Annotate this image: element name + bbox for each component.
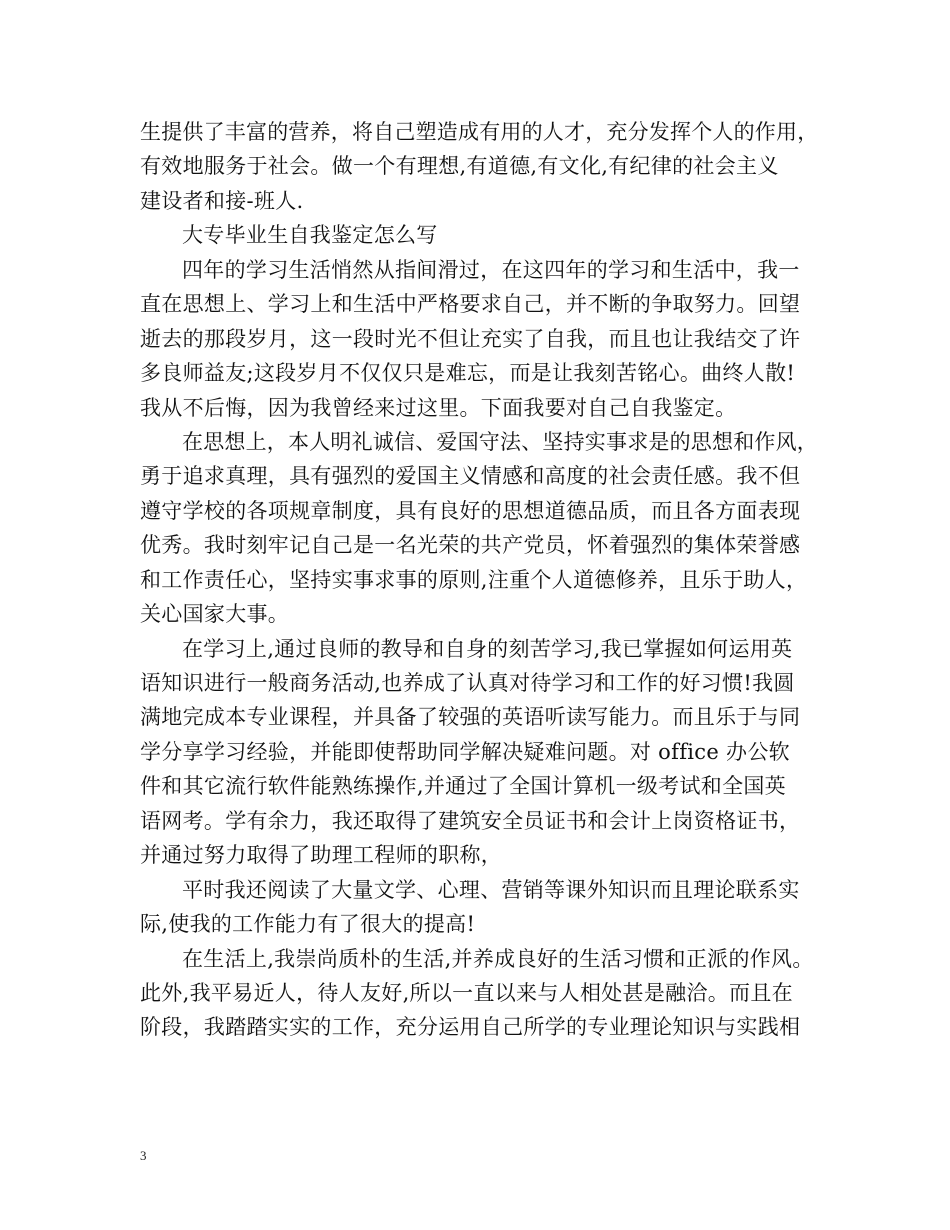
text-line: 件和其它流行软件能熟练操作,并通过了全国计算机一级考试和全国英 — [140, 774, 786, 799]
page-number: 3 — [140, 1148, 147, 1163]
text-line: 在学习上,通过良师的教导和自身的刻苦学习,我已掌握如何运用英 — [182, 636, 793, 661]
text-line: 我从不后悔，因为我曾经来过这里。下面我要对自己自我鉴定。 — [140, 395, 737, 420]
text-line: 语知识进行一般商务活动,也养成了认真对待学习和工作的好习惯!我圆 — [140, 671, 795, 695]
text-line: 阶段，我踏踏实实的工作，充分运用自己所学的专业理论知识与实践相 — [140, 1015, 801, 1040]
text-line: 四年的学习生活悄然从指间滑过，在这四年的学习和生活中，我一 — [182, 257, 800, 282]
document-body — [140, 115, 820, 1045]
text-line: 在生活上,我崇尚质朴的生活,并养成良好的生活习惯和正派的作风。 — [182, 946, 814, 971]
text-line: 满地完成本专业课程，并具备了较强的英语听读写能力。而且乐于与同 — [140, 705, 801, 730]
text-line: 有效地服务于社会。做一个有理想,有道德,有文化,有纪律的社会主义 — [140, 154, 779, 179]
text-line: 遵守学校的各项规章制度，具有良好的思想道德品质，而且各方面表现 — [140, 498, 801, 523]
text-line: 生提供了丰富的营养，将自己塑造成有用的人才，充分发挥个人的作用， — [140, 120, 819, 144]
text-line: 大专毕业生自我鉴定怎么写 — [182, 223, 438, 248]
text-line: 建设者和接-班人. — [140, 188, 304, 213]
text-line: 关心国家大事。 — [140, 602, 290, 627]
text-line: 优秀。我时刻牢记自己是一名光荣的共产党员，怀着强烈的集体荣誉感 — [140, 533, 801, 558]
text-line: 和工作责任心，坚持实事求事的原则,注重个人道德修养，且乐于助人， — [140, 567, 808, 592]
text-line: 平时我还阅读了大量文学、心理、营销等课外知识而且理论联系实 — [182, 877, 800, 902]
text-line: 语网考。学有余力，我还取得了建筑安全员证书和会计上岗资格证书， — [140, 808, 801, 833]
text-line: 此外,我平易近人，待人友好,所以一直以来与人相处甚是融洽。而且在 — [140, 980, 793, 1005]
text-line: 在思想上，本人明礼诚信、爱国守法、坚持实事求是的思想和作风， — [182, 429, 818, 454]
text-line: 多良师益友;这段岁月不仅仅只是难忘，而是让我刻苦铭心。曲终人散! — [140, 361, 796, 386]
text-line: 逝去的那段岁月，这一段时光不但让充实了自我，而且也让我结交了许 — [140, 326, 801, 351]
text-line: 勇于追求真理，具有强烈的爱国主义情感和高度的社会责任感。我不但 — [140, 464, 801, 489]
text-line: 直在思想上、学习上和生活中严格要求自己，并不断的争取努力。回望 — [140, 292, 801, 317]
text-line: 并通过努力取得了助理工程师的职称， — [140, 843, 503, 868]
text-line: 际,使我的工作能力有了很大的提高! — [140, 912, 476, 937]
text-line: 学分享学习经验，并能即使帮助同学解决疑难问题。对 office 办公软 — [140, 739, 790, 764]
